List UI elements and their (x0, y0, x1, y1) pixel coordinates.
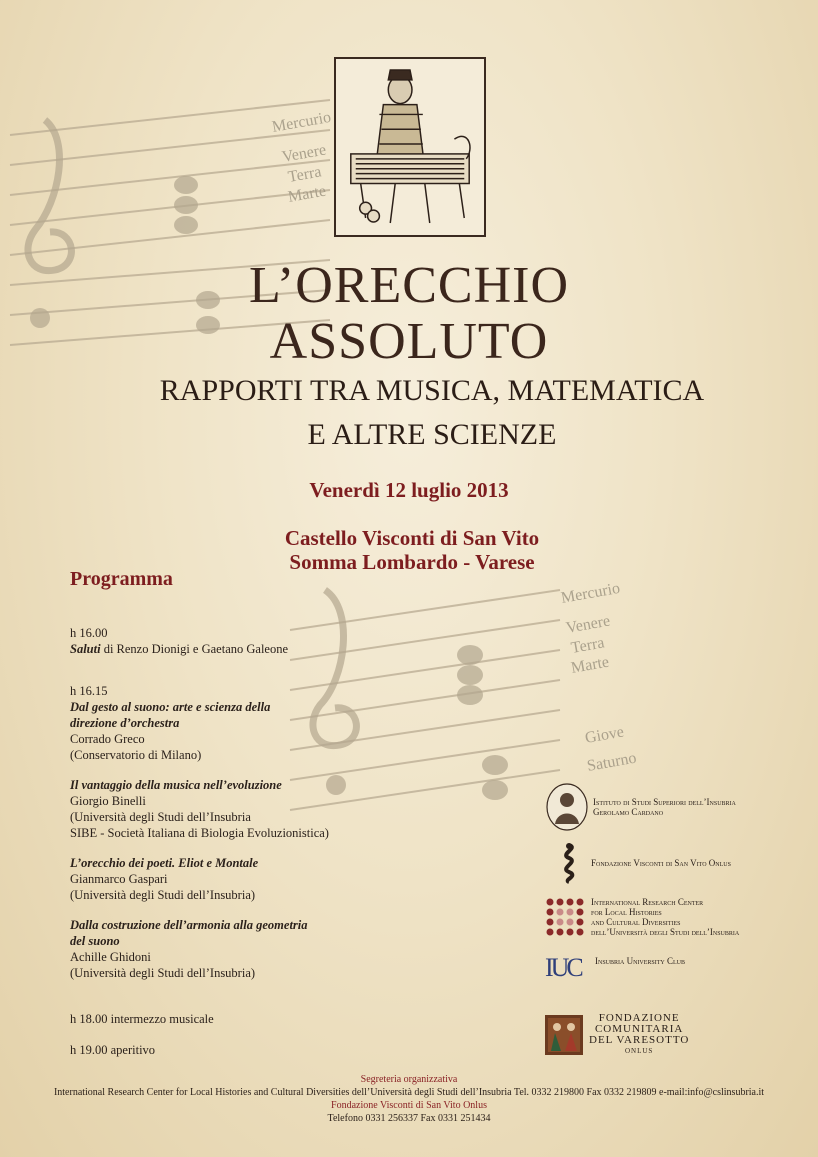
footer-contacts: International Research Center for Local Histories and Cultural Diversities dell’Università degli Studi dell’Insubria Tel. 0332 219800 Fax 0332 219809 e-mail:info@cslinsubria.it (53, 1087, 765, 1098)
logo-text-line4: dell’Università degli Studi dell’Insubria (591, 927, 740, 937)
planet-mercurio-top: Mercurio (270, 108, 333, 136)
item-affiliation: (Università degli Studi dell’Insubria (70, 810, 251, 824)
logo-text-line1: Istituto di Studi Superiori dell’Insubria (593, 797, 736, 807)
program-item-saluti (70, 625, 288, 657)
item-title-line2: del suono (70, 934, 120, 948)
painting-icon (545, 1015, 583, 1055)
logo-text-line3: DEL VARESOTTO (589, 1034, 690, 1046)
logo-text-line3: and Cultural Diversities (591, 917, 681, 927)
logo-text-line1: FONDAZIONE (598, 1012, 680, 1024)
item-speaker: Giorgio Binelli (70, 794, 146, 808)
item-title: Saluti (70, 642, 101, 656)
item-title-line2: direzione d’orchestra (70, 716, 180, 730)
logo-text-line1: Fondazione Visconti di San Vito Onlus (591, 858, 731, 868)
program-item-orecchio-poeti (70, 855, 258, 903)
item-affiliation: (Università degli Studi dell’Insubria) (70, 888, 256, 902)
footer-fondazione: Fondazione Visconti di San Vito Onlus (331, 1100, 487, 1111)
planet-marte-top: Marte (286, 182, 328, 206)
visconti-serpent-icon (555, 842, 583, 884)
logo-fondazione-comunitaria (545, 1013, 689, 1057)
program-item-gesto (70, 683, 270, 763)
program-item-intermezzo: h 18.00 intermezzo musicale (70, 1012, 214, 1026)
venue-line1: Castello Visconti di San Vito (284, 526, 540, 550)
cardano-portrait-icon (545, 782, 589, 832)
logo-insubria-university-club (545, 953, 685, 983)
footer (0, 1073, 818, 1125)
event-subtitle-line2: E ALTRE SCIENZE (307, 418, 557, 451)
footer-telefono: Telefono 0331 256337 Fax 0331 251434 (327, 1113, 491, 1124)
logo-text-line1: International Research Center (591, 897, 704, 907)
item-affiliation-2: SIBE - Società Italiana di Biologia Evoluzionistica) (70, 826, 329, 840)
item-speaker: Corrado Greco (70, 732, 145, 746)
logo-text-line2: Gerolamo Cardano (593, 807, 664, 817)
program-item-armonia (70, 917, 308, 981)
planet-terra-top: Terra (286, 163, 323, 186)
planet-marte-mid: Marte (569, 653, 611, 677)
item-title-line1: Dalla costruzione dell’armonia alla geometria (70, 918, 308, 932)
event-date: Venerdì 12 luglio 2013 (309, 478, 509, 502)
planet-mercurio-mid: Mercurio (559, 579, 622, 607)
item-speaker: Achille Ghidoni (70, 950, 151, 964)
logo-text-line4: ONLUS (624, 1047, 654, 1055)
programma-heading: Programma (70, 568, 173, 590)
logo-text-line2: COMUNITARIA (594, 1023, 684, 1035)
woodcut-musician-illustration (334, 57, 486, 237)
planet-giove-mid: Giove (583, 723, 626, 747)
program-item-vantaggio (70, 777, 329, 841)
iuc-monogram-icon: IUC (545, 953, 581, 982)
item-affiliation: (Università degli Studi dell’Insubria) (70, 966, 256, 980)
grid-dots-icon (545, 897, 585, 937)
logo-text-line1: Insubria University Club (595, 956, 686, 966)
venue-line2: Somma Lombardo - Varese (289, 550, 535, 574)
item-time: h 16.00 (70, 626, 108, 640)
planet-saturno-mid: Saturno (585, 749, 638, 775)
logo-research-center (545, 897, 739, 937)
planet-venere-top: Venere (280, 141, 328, 166)
event-title-line2: ASSOLUTO (269, 313, 549, 370)
item-title-line1: Dal gesto al suono: arte e scienza della (70, 700, 271, 714)
footer-segreteria: Segreteria organizzativa (360, 1074, 458, 1085)
item-rest: di Renzo Dionigi e Gaetano Galeone (100, 642, 289, 656)
item-title: Il vantaggio della musica nell’evoluzione (70, 778, 282, 792)
logo-fondazione-visconti (555, 842, 731, 884)
event-subtitle-line1: RAPPORTI TRA MUSICA, MATEMATICA (159, 374, 705, 407)
logo-text-line2: for Local Histories (591, 907, 662, 917)
planet-venere-mid: Venere (564, 612, 612, 637)
program-item-aperitivo: h 19.00 aperitivo (70, 1043, 156, 1057)
item-time: h 16.15 (70, 684, 108, 698)
logo-istituto-cardano (545, 782, 736, 832)
item-title: L’orecchio dei poeti. Eliot e Montale (70, 856, 259, 870)
item-speaker: Gianmarco Gaspari (70, 872, 168, 886)
item-affiliation: (Conservatorio di Milano) (70, 748, 202, 762)
event-title-line1: L’ORECCHIO (248, 257, 570, 314)
planet-terra-mid: Terra (569, 634, 606, 657)
